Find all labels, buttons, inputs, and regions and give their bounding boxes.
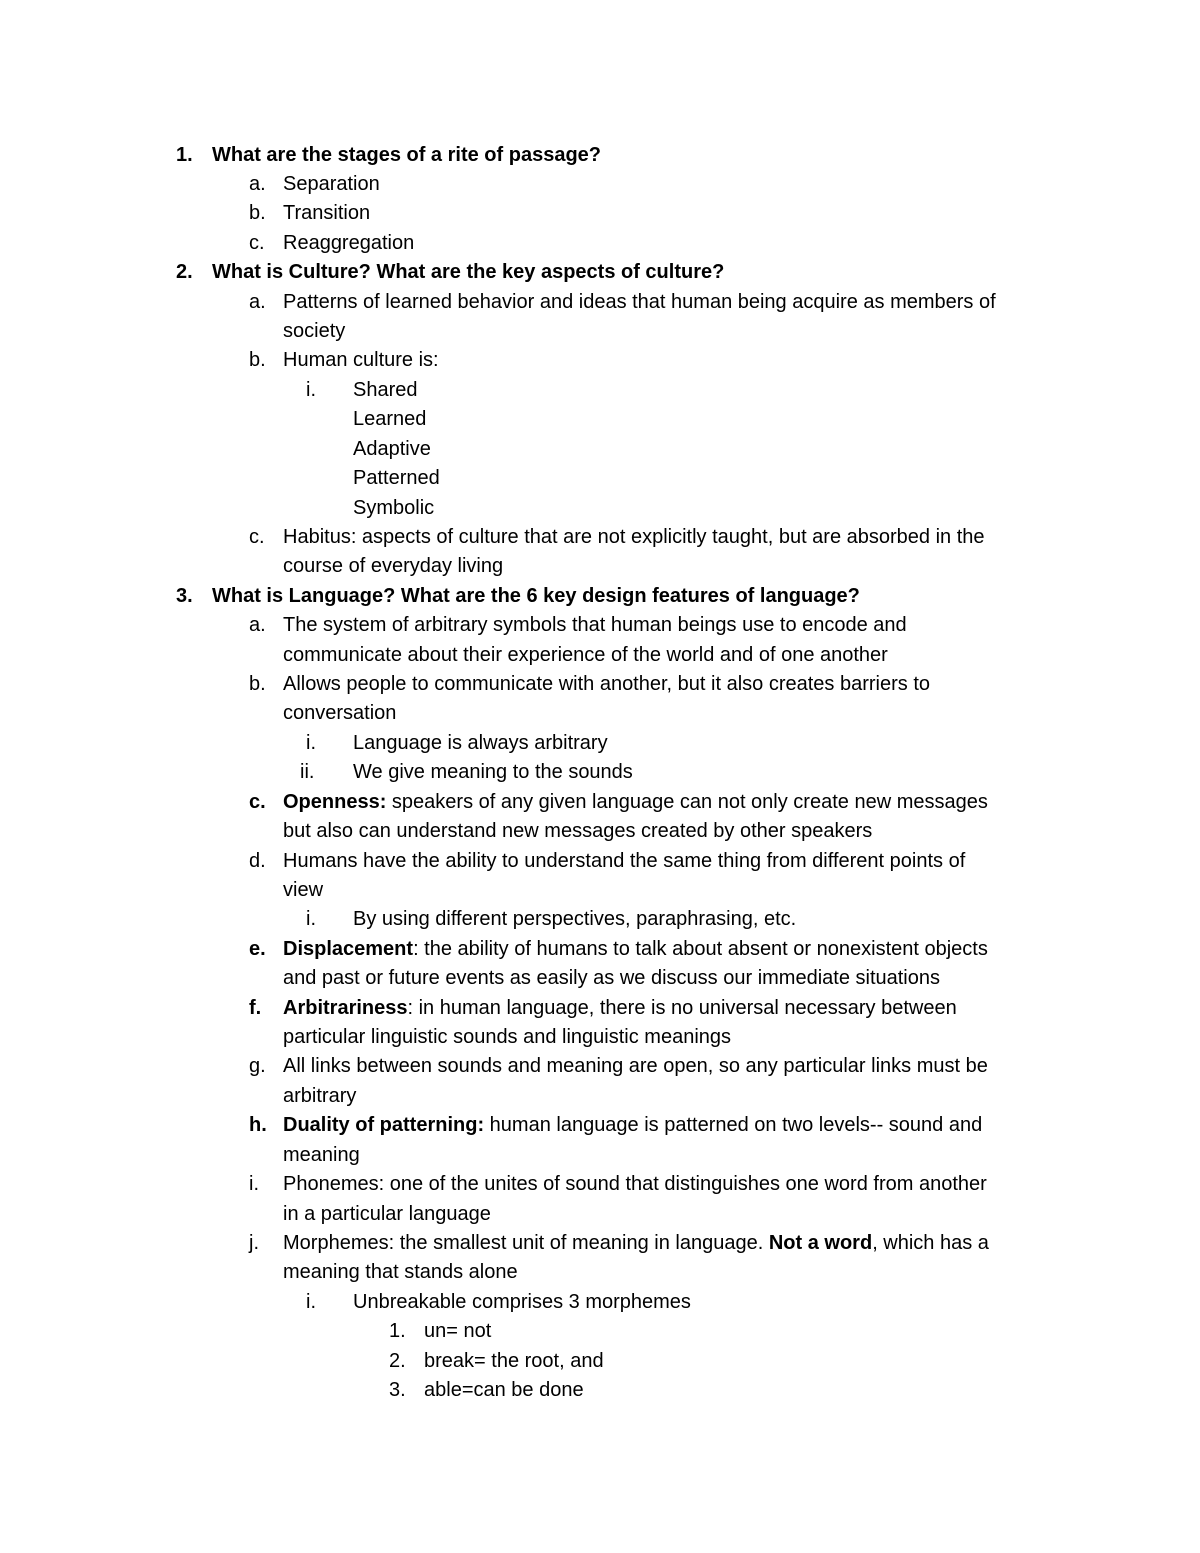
q3-j-line1 (283, 1229, 989, 1259)
q2-c-marker: c. (249, 526, 265, 548)
q2-c-line2: course of everyday living (283, 555, 504, 577)
morpheme-item: break= the root, and (424, 1350, 604, 1372)
q3-h-marker: h. (249, 1114, 267, 1136)
q3-a-line2: communicate about their experience of the world and of one another (283, 644, 888, 666)
q3-b-ii-marker: ii. (300, 761, 315, 783)
arbitrariness-definition: : in human language, there is no universal necessary between (407, 997, 957, 1019)
q3-i-marker: i. (249, 1173, 259, 1195)
q1-title: What are the stages of a rite of passage? (212, 144, 601, 166)
q3-j-line2: meaning that stands alone (283, 1261, 518, 1283)
q2-b-marker: b. (249, 349, 266, 371)
culture-aspect-item: Learned (353, 408, 427, 430)
q3-c-line2: but also can understand new messages created by other speakers (283, 820, 873, 842)
openness-definition: speakers of any given language can not only create new messages (386, 791, 988, 813)
q3-d-marker: d. (249, 850, 266, 872)
morpheme-marker: 2. (389, 1350, 406, 1372)
q3-g-line2: arbitrary (283, 1085, 357, 1107)
q3-h-line1 (283, 1111, 982, 1141)
culture-aspect-item: Symbolic (353, 497, 435, 519)
q3-c-line1 (283, 788, 988, 818)
q3-d-line2: view (283, 879, 324, 901)
q3-d-line1: Humans have the ability to understand the same thing from different points of (283, 850, 966, 872)
q2-a-marker: a. (249, 291, 266, 313)
q2-title: What is Culture? What are the key aspects of culture? (212, 261, 725, 283)
q3-h-line2: meaning (283, 1144, 360, 1166)
q3-f-line1 (283, 994, 957, 1024)
culture-aspect-item: Shared (353, 379, 418, 401)
q3-b-marker: b. (249, 673, 266, 695)
openness-term: Openness: (283, 791, 387, 813)
q1-b-marker: b. (249, 202, 266, 224)
q3-d-i-marker: i. (306, 908, 316, 930)
q3-d-i-text: By using different perspectives, paraphrasing, etc. (353, 908, 797, 930)
not-a-word-emphasis: Not a word (768, 1232, 873, 1254)
q2-b-i-marker: i. (306, 379, 316, 401)
q3-b-ii-text: We give meaning to the sounds (353, 761, 633, 783)
q3-a-marker: a. (249, 614, 266, 636)
displacement-term: Displacement (283, 938, 414, 960)
morphemes-definition: Morphemes: the smallest unit of meaning in language. (283, 1232, 769, 1254)
q3-f-marker: f. (249, 997, 262, 1019)
q3-i-line2: in a particular language (283, 1203, 491, 1225)
q1-number: 1. (176, 144, 193, 166)
q3-e-line2: and past or future events as easily as we discuss our immediate situations (283, 967, 940, 989)
q3-e-line1 (283, 935, 988, 965)
culture-aspect-item: Patterned (353, 467, 440, 489)
q3-c-marker: c. (249, 791, 266, 813)
q3-i-line1: Phonemes: one of the unites of sound that distinguishes one word from another (283, 1173, 987, 1195)
q3-j-i-text: Unbreakable comprises 3 morphemes (353, 1291, 691, 1313)
q1-c-marker: c. (249, 232, 265, 254)
q3-e-marker: e. (249, 938, 266, 960)
morpheme-item: un= not (424, 1320, 492, 1342)
q1-a-marker: a. (249, 173, 266, 195)
morphemes-definition-end: , which has a (872, 1232, 989, 1254)
q3-b-i-text: Language is always arbitrary (353, 732, 608, 754)
morpheme-marker: 1. (389, 1320, 406, 1342)
q2-number: 2. (176, 261, 193, 283)
arbitrariness-term: Arbitrariness (283, 997, 408, 1019)
q3-b-line2: conversation (283, 702, 397, 724)
q2-a-line2: society (283, 320, 346, 342)
q2-c-line1: Habitus: aspects of culture that are not explicitly taught, but are absorbed in the (283, 526, 985, 548)
q1-a-text: Separation (283, 173, 380, 195)
q3-b-line1: Allows people to communicate with another, but it also creates barriers to (283, 673, 930, 695)
q3-j-i-marker: i. (306, 1291, 316, 1313)
q3-a-line1: The system of arbitrary symbols that human beings use to encode and (283, 614, 907, 636)
q2-b-text: Human culture is: (283, 349, 439, 371)
morpheme-marker: 3. (389, 1379, 406, 1401)
q3-f-line2: particular linguistic sounds and linguistic meanings (283, 1026, 732, 1048)
displacement-definition: : the ability of humans to talk about absent or nonexistent objects (413, 938, 988, 960)
q1-b-text: Transition (283, 202, 371, 224)
culture-aspect-item: Adaptive (353, 438, 431, 460)
morpheme-item: able=can be done (424, 1379, 584, 1401)
q2-a-line1: Patterns of learned behavior and ideas that human being acquire as members of (283, 291, 996, 313)
q3-title: What is Language? What are the 6 key design features of language? (212, 585, 860, 607)
q3-g-line1: All links between sounds and meaning are open, so any particular links must be (283, 1055, 988, 1077)
q3-g-marker: g. (249, 1055, 266, 1077)
q3-b-i-marker: i. (306, 732, 316, 754)
duality-definition: human language is patterned on two levels-- sound and (484, 1114, 983, 1136)
q1-c-text: Reaggregation (283, 232, 415, 254)
duality-term: Duality of patterning: (283, 1114, 485, 1136)
q3-number: 3. (176, 585, 193, 607)
q3-j-marker: j. (249, 1232, 259, 1254)
